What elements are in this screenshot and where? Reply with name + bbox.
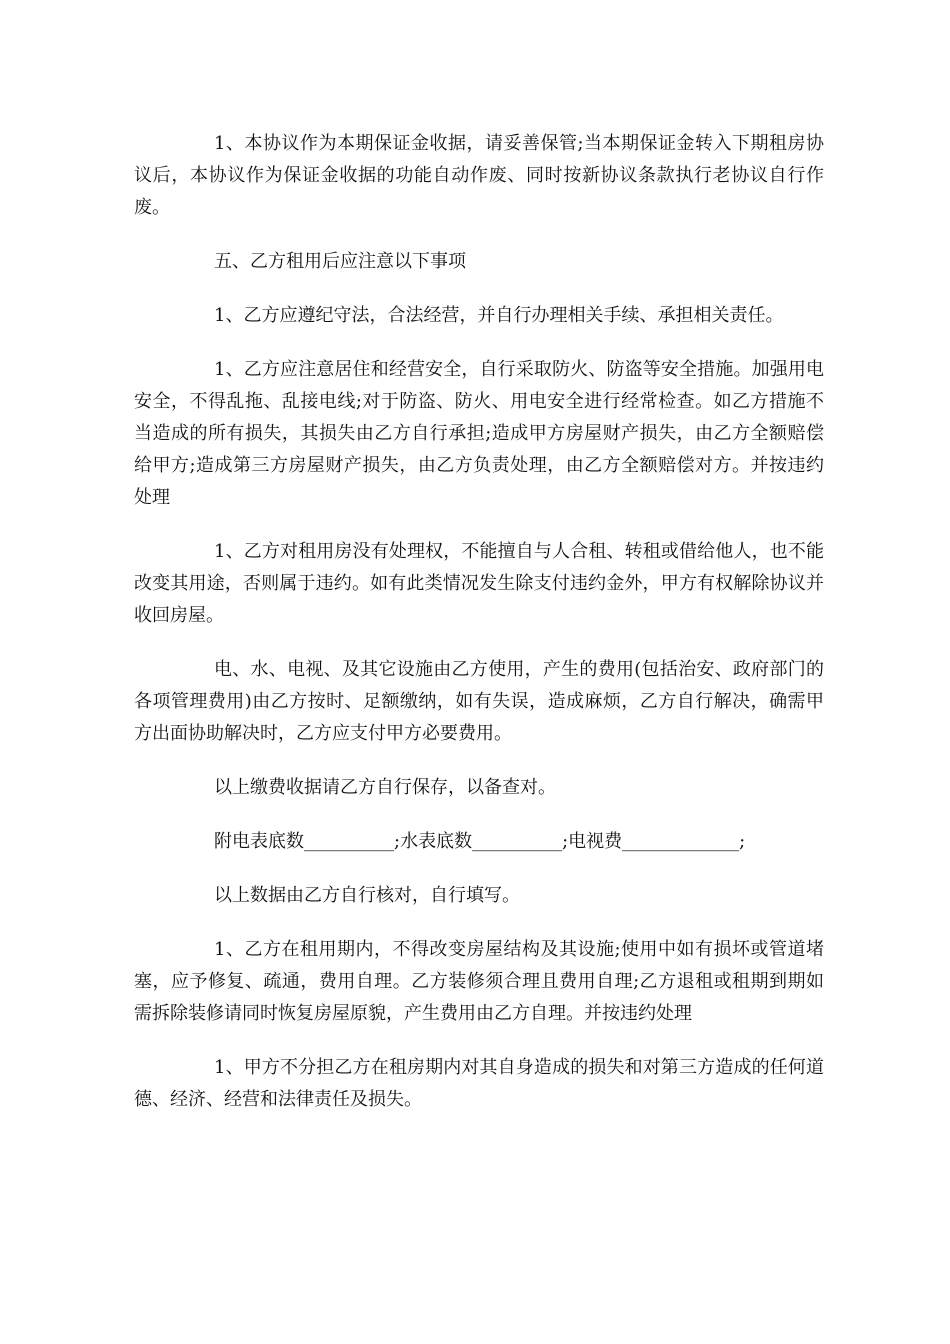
paragraph-keep-receipts: 以上缴费收据请乙方自行保存，以备查对。 xyxy=(214,777,556,798)
section-heading-tenant-notes: 五、乙方租用后应注意以下事项 xyxy=(214,251,466,272)
paragraph-no-structure-change: 1、乙方在租用期内，不得改变房屋结构及其设施;使用中如有损坏或管道堵塞，应予修复、疏通，费用自理。乙方装修须合理且费用自理;乙方退租或租期到期如需拆除装修请同时恢复房屋原貌，产生费用由乙方自理。并按违约处理 xyxy=(134,939,824,1024)
paragraph-legal-operation: 1、乙方应遵纪守法，合法经营，并自行办理相关手续、承担相关责任。 xyxy=(214,305,784,326)
paragraph-no-sublet: 1、乙方对租用房没有处理权，不能擅自与人合租、转租或借给他人，也不能改变其用途，否则属于违约。如有此类情况发生除支付违约金外，甲方有权解除协议并收回房屋。 xyxy=(134,541,824,626)
paragraph-liability: 1、甲方不分担乙方在租房期内对其自身造成的损失和对第三方造成的任何道德、经济、经营和法律责任及损失。 xyxy=(134,1057,824,1110)
document-body xyxy=(134,128,824,1138)
paragraph-self-verify: 以上数据由乙方自行核对，自行填写。 xyxy=(214,885,520,906)
paragraph-safety-measures: 1、乙方应注意居住和经营安全，自行采取防火、防盗等安全措施。加强用电安全，不得乱拖、乱接电线;对于防盗、防火、用电安全进行经常检查。如乙方措施不当造成的所有损失，其损失由乙方自行承担;造成甲方房屋财产损失，由乙方全额赔偿给甲方;造成第三方房屋财产损失，由乙方负责处理，由乙方全额赔偿对方。并按违约处理 xyxy=(134,359,824,508)
paragraph-deposit-receipt: 1、本协议作为本期保证金收据，请妥善保管;当本期保证金转入下期租房协议后，本协议作为保证金收据的功能自动作废、同时按新协议条款执行老协议自行作废。 xyxy=(134,133,824,218)
paragraph-utility-fees: 电、水、电视、及其它设施由乙方使用，产生的费用(包括治安、政府部门的各项管理费用)由乙方按时、足额缴纳，如有失误，造成麻烦，乙方自行解决，确需甲方出面协助解决时，乙方应支付甲方必要费用。 xyxy=(134,659,824,744)
paragraph-meter-readings: 附电表底数__________;水表底数__________;电视费_____________; xyxy=(214,831,746,852)
